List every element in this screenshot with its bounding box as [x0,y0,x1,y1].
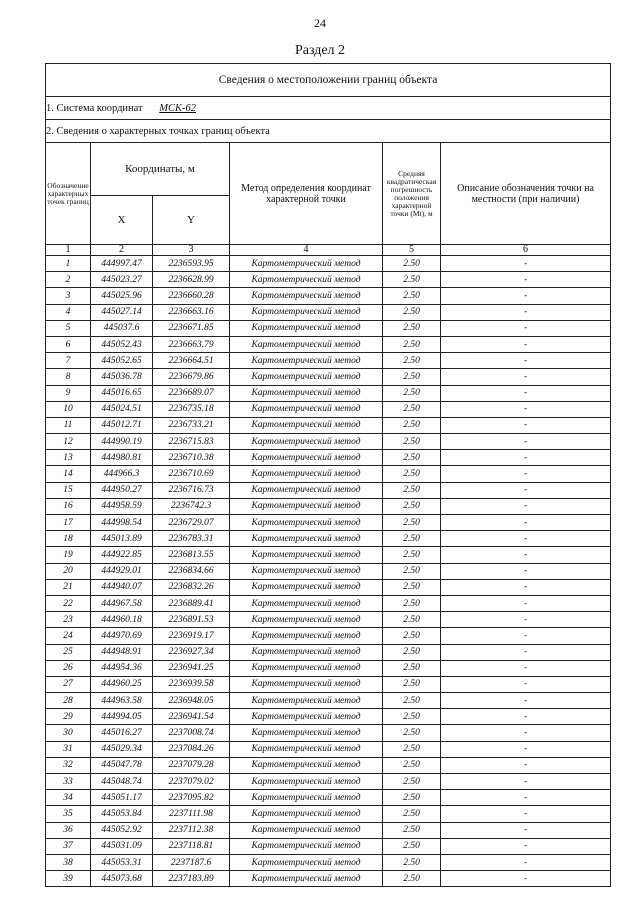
method: Картометрический метод [230,693,383,709]
header-x: X [91,196,153,245]
table-row [46,320,611,336]
point-number: 15 [46,482,91,498]
error-value: 2.50 [383,256,441,272]
x-coordinate: 444980.81 [91,450,153,466]
error-value: 2.50 [383,595,441,611]
table-row [46,741,611,757]
error-value: 2.50 [383,434,441,450]
description: - [441,628,611,644]
y-coordinate: 2236628.99 [153,272,230,288]
x-coordinate: 444963.58 [91,693,153,709]
y-coordinate: 2237084.26 [153,741,230,757]
point-number: 16 [46,498,91,514]
point-number: 21 [46,579,91,595]
column-number: 2 [91,245,153,256]
boundary-points-table [45,63,611,887]
x-coordinate: 445024.51 [91,401,153,417]
x-coordinate: 445027.14 [91,304,153,320]
point-number: 11 [46,417,91,433]
y-coordinate: 2236832.26 [153,579,230,595]
description: - [441,612,611,628]
y-coordinate: 2237008.74 [153,725,230,741]
point-number: 3 [46,288,91,304]
point-number: 23 [46,612,91,628]
error-value: 2.50 [383,417,441,433]
point-number: 38 [46,854,91,870]
point-number: 8 [46,369,91,385]
x-coordinate: 444948.91 [91,644,153,660]
error-value: 2.50 [383,725,441,741]
x-coordinate: 444958.59 [91,498,153,514]
method: Картометрический метод [230,450,383,466]
method: Картометрический метод [230,757,383,773]
method: Картометрический метод [230,644,383,660]
coord-system-value: МСК-62 [159,102,196,114]
table-row [46,693,611,709]
x-coordinate: 444960.25 [91,676,153,692]
x-coordinate: 444922.85 [91,547,153,563]
point-number: 13 [46,450,91,466]
x-coordinate: 445016.27 [91,725,153,741]
header-description: Описание обозначения точки на местности (при наличии) [441,143,611,245]
table-row [46,676,611,692]
error-value: 2.50 [383,871,441,887]
error-value: 2.50 [383,531,441,547]
method: Картометрический метод [230,628,383,644]
x-coordinate: 445051.17 [91,790,153,806]
description: - [441,790,611,806]
x-coordinate: 444998.54 [91,515,153,531]
point-number: 18 [46,531,91,547]
method: Картометрический метод [230,336,383,352]
y-coordinate: 2236948.05 [153,693,230,709]
error-value: 2.50 [383,515,441,531]
table-row [46,595,611,611]
y-coordinate: 2236742.3 [153,498,230,514]
description: - [441,417,611,433]
description: - [441,757,611,773]
description: - [441,660,611,676]
method: Картометрический метод [230,660,383,676]
description: - [441,304,611,320]
table-row [46,353,611,369]
error-value: 2.50 [383,774,441,790]
page-number: 24 [314,16,326,30]
table-row [46,369,611,385]
method: Картометрический метод [230,320,383,336]
method: Картометрический метод [230,579,383,595]
y-coordinate: 2236663.79 [153,336,230,352]
point-number: 36 [46,822,91,838]
point-number: 14 [46,466,91,482]
method: Картометрический метод [230,256,383,272]
error-value: 2.50 [383,563,441,579]
error-value: 2.50 [383,806,441,822]
error-value: 2.50 [383,288,441,304]
method: Картометрический метод [230,676,383,692]
y-coordinate: 2236927.34 [153,644,230,660]
description: - [441,482,611,498]
method: Картометрический метод [230,774,383,790]
point-number: 35 [46,806,91,822]
point-number: 1 [46,256,91,272]
header-coords: Координаты, м [91,143,230,196]
description: - [441,288,611,304]
y-coordinate: 2236716.73 [153,482,230,498]
method: Картометрический метод [230,547,383,563]
point-number: 31 [46,741,91,757]
table-row [46,709,611,725]
description: - [441,774,611,790]
error-value: 2.50 [383,369,441,385]
description: - [441,401,611,417]
error-value: 2.50 [383,450,441,466]
method: Картометрический метод [230,353,383,369]
description: - [441,725,611,741]
y-coordinate: 2237183.89 [153,871,230,887]
x-coordinate: 444960.18 [91,612,153,628]
description: - [441,256,611,272]
method: Картометрический метод [230,531,383,547]
description: - [441,741,611,757]
error-value: 2.50 [383,838,441,854]
x-coordinate: 445031.09 [91,838,153,854]
description: - [441,466,611,482]
method: Картометрический метод [230,709,383,725]
points-label: 2. Сведения о характерных точках границ объекта [46,120,611,143]
point-number: 39 [46,871,91,887]
point-number: 19 [46,547,91,563]
description: - [441,434,611,450]
error-value: 2.50 [383,854,441,870]
method: Картометрический метод [230,790,383,806]
table-row [46,256,611,272]
table-row [46,450,611,466]
x-coordinate: 444970.69 [91,628,153,644]
x-coordinate: 444997.47 [91,256,153,272]
error-value: 2.50 [383,644,441,660]
x-coordinate: 445016.65 [91,385,153,401]
error-value: 2.50 [383,304,441,320]
y-coordinate: 2237118.81 [153,838,230,854]
y-coordinate: 2236939.58 [153,676,230,692]
table-row [46,272,611,288]
y-coordinate: 2236660.28 [153,288,230,304]
x-coordinate: 445048.74 [91,774,153,790]
header-point-name: Обозначение характерных точек границ [46,143,91,245]
table-row [46,288,611,304]
error-value: 2.50 [383,612,441,628]
y-coordinate: 2236733.21 [153,417,230,433]
table-row [46,498,611,514]
description: - [441,806,611,822]
description: - [441,693,611,709]
y-coordinate: 2237079.02 [153,774,230,790]
method: Картометрический метод [230,741,383,757]
error-value: 2.50 [383,272,441,288]
y-coordinate: 2236679.86 [153,369,230,385]
x-coordinate: 445029.34 [91,741,153,757]
method: Картометрический метод [230,595,383,611]
y-coordinate: 2236663.16 [153,304,230,320]
error-value: 2.50 [383,385,441,401]
table-row [46,401,611,417]
table-row [46,628,611,644]
table-row [46,660,611,676]
point-number: 17 [46,515,91,531]
x-coordinate: 444994.05 [91,709,153,725]
method: Картометрический метод [230,612,383,628]
description: - [441,531,611,547]
y-coordinate: 2236735.18 [153,401,230,417]
method: Картометрический метод [230,417,383,433]
table-row [46,385,611,401]
y-coordinate: 2236664.51 [153,353,230,369]
table-row [46,854,611,870]
y-coordinate: 2237111.98 [153,806,230,822]
x-coordinate: 445073.68 [91,871,153,887]
x-coordinate: 444990.19 [91,434,153,450]
error-value: 2.50 [383,579,441,595]
description: - [441,676,611,692]
y-coordinate: 2236834.66 [153,563,230,579]
point-number: 22 [46,595,91,611]
error-value: 2.50 [383,320,441,336]
column-number: 4 [230,245,383,256]
error-value: 2.50 [383,709,441,725]
table-title: Сведения о местоположении границ объекта [46,64,611,97]
description: - [441,595,611,611]
error-value: 2.50 [383,498,441,514]
x-coordinate: 445047.78 [91,757,153,773]
method: Картометрический метод [230,288,383,304]
column-number: 6 [441,245,611,256]
y-coordinate: 2236813.55 [153,547,230,563]
description: - [441,336,611,352]
table-row [46,774,611,790]
method: Картометрический метод [230,871,383,887]
description: - [441,709,611,725]
table-row [46,547,611,563]
method: Картометрический метод [230,304,383,320]
y-coordinate: 2236891.53 [153,612,230,628]
y-coordinate: 2236593.95 [153,256,230,272]
table-row [46,515,611,531]
error-value: 2.50 [383,482,441,498]
table-row [46,790,611,806]
column-number: 1 [46,245,91,256]
x-coordinate: 445053.84 [91,806,153,822]
point-number: 30 [46,725,91,741]
error-value: 2.50 [383,757,441,773]
section-title: Раздел 2 [294,43,346,58]
table-row [46,806,611,822]
description: - [441,369,611,385]
header-error: Средняя квадратическая погрешность положения характерной точки (Mt), м [383,143,441,245]
point-number: 12 [46,434,91,450]
table-row [46,434,611,450]
y-coordinate: 2236715.83 [153,434,230,450]
point-number: 6 [46,336,91,352]
description: - [441,838,611,854]
x-coordinate: 444954.36 [91,660,153,676]
y-coordinate: 2237112.38 [153,822,230,838]
description: - [441,579,611,595]
table-row [46,336,611,352]
point-number: 27 [46,676,91,692]
description: - [441,563,611,579]
table-row [46,482,611,498]
table-row [46,725,611,741]
table-row [46,563,611,579]
x-coordinate: 444967.58 [91,595,153,611]
table-row [46,579,611,595]
method: Картометрический метод [230,854,383,870]
method: Картометрический метод [230,401,383,417]
point-number: 2 [46,272,91,288]
error-value: 2.50 [383,466,441,482]
y-coordinate: 2236941.54 [153,709,230,725]
header-method: Метод определения координат характерной точки [230,143,383,245]
error-value: 2.50 [383,693,441,709]
method: Картометрический метод [230,498,383,514]
table-row [46,466,611,482]
column-number: 3 [153,245,230,256]
point-number: 28 [46,693,91,709]
method: Картометрический метод [230,725,383,741]
column-numbers-row [46,245,611,256]
description: - [441,498,611,514]
error-value: 2.50 [383,741,441,757]
x-coordinate: 444966.3 [91,466,153,482]
point-number: 32 [46,757,91,773]
description: - [441,515,611,531]
point-number: 10 [46,401,91,417]
description: - [441,644,611,660]
description: - [441,385,611,401]
y-coordinate: 2236889.41 [153,595,230,611]
y-coordinate: 2237187.6 [153,854,230,870]
description: - [441,272,611,288]
description: - [441,353,611,369]
coord-system-label: 1. Система координат [46,102,143,114]
table-row [46,822,611,838]
y-coordinate: 2236919.17 [153,628,230,644]
error-value: 2.50 [383,790,441,806]
method: Картометрический метод [230,272,383,288]
point-number: 4 [46,304,91,320]
description: - [441,822,611,838]
point-number: 34 [46,790,91,806]
point-number: 20 [46,563,91,579]
error-value: 2.50 [383,822,441,838]
point-number: 26 [46,660,91,676]
method: Картометрический метод [230,434,383,450]
description: - [441,547,611,563]
method: Картометрический метод [230,822,383,838]
coord-system-row [46,97,611,120]
point-number: 25 [46,644,91,660]
error-value: 2.50 [383,676,441,692]
x-coordinate: 444950.27 [91,482,153,498]
table-row [46,838,611,854]
y-coordinate: 2237079.28 [153,757,230,773]
x-coordinate: 445013.89 [91,531,153,547]
table-row [46,417,611,433]
x-coordinate: 444929.01 [91,563,153,579]
method: Картометрический метод [230,466,383,482]
x-coordinate: 445052.65 [91,353,153,369]
table-row [46,612,611,628]
method: Картометрический метод [230,806,383,822]
x-coordinate: 444940.07 [91,579,153,595]
x-coordinate: 445023.27 [91,272,153,288]
method: Картометрический метод [230,515,383,531]
y-coordinate: 2236729.07 [153,515,230,531]
point-number: 9 [46,385,91,401]
error-value: 2.50 [383,660,441,676]
y-coordinate: 2236783.31 [153,531,230,547]
method: Картометрический метод [230,838,383,854]
error-value: 2.50 [383,401,441,417]
error-value: 2.50 [383,547,441,563]
error-value: 2.50 [383,353,441,369]
header-y: Y [153,196,230,245]
method: Картометрический метод [230,482,383,498]
x-coordinate: 445053.31 [91,854,153,870]
description: - [441,871,611,887]
table-row [46,304,611,320]
x-coordinate: 445052.92 [91,822,153,838]
y-coordinate: 2236710.38 [153,450,230,466]
table-row [46,871,611,887]
y-coordinate: 2236710.69 [153,466,230,482]
point-number: 33 [46,774,91,790]
table-row [46,644,611,660]
x-coordinate: 445012.71 [91,417,153,433]
method: Картометрический метод [230,563,383,579]
y-coordinate: 2236689.07 [153,385,230,401]
table-rows [46,256,611,887]
description: - [441,854,611,870]
column-number: 5 [383,245,441,256]
table-row [46,531,611,547]
table-row [46,757,611,773]
method: Картометрический метод [230,385,383,401]
point-number: 29 [46,709,91,725]
x-coordinate: 445052.43 [91,336,153,352]
point-number: 7 [46,353,91,369]
point-number: 24 [46,628,91,644]
method: Картометрический метод [230,369,383,385]
error-value: 2.50 [383,628,441,644]
x-coordinate: 445037.6 [91,320,153,336]
point-number: 37 [46,838,91,854]
y-coordinate: 2236671.85 [153,320,230,336]
y-coordinate: 2237095.82 [153,790,230,806]
x-coordinate: 445036.78 [91,369,153,385]
x-coordinate: 445025.96 [91,288,153,304]
description: - [441,320,611,336]
y-coordinate: 2236941.25 [153,660,230,676]
error-value: 2.50 [383,336,441,352]
description: - [441,450,611,466]
point-number: 5 [46,320,91,336]
